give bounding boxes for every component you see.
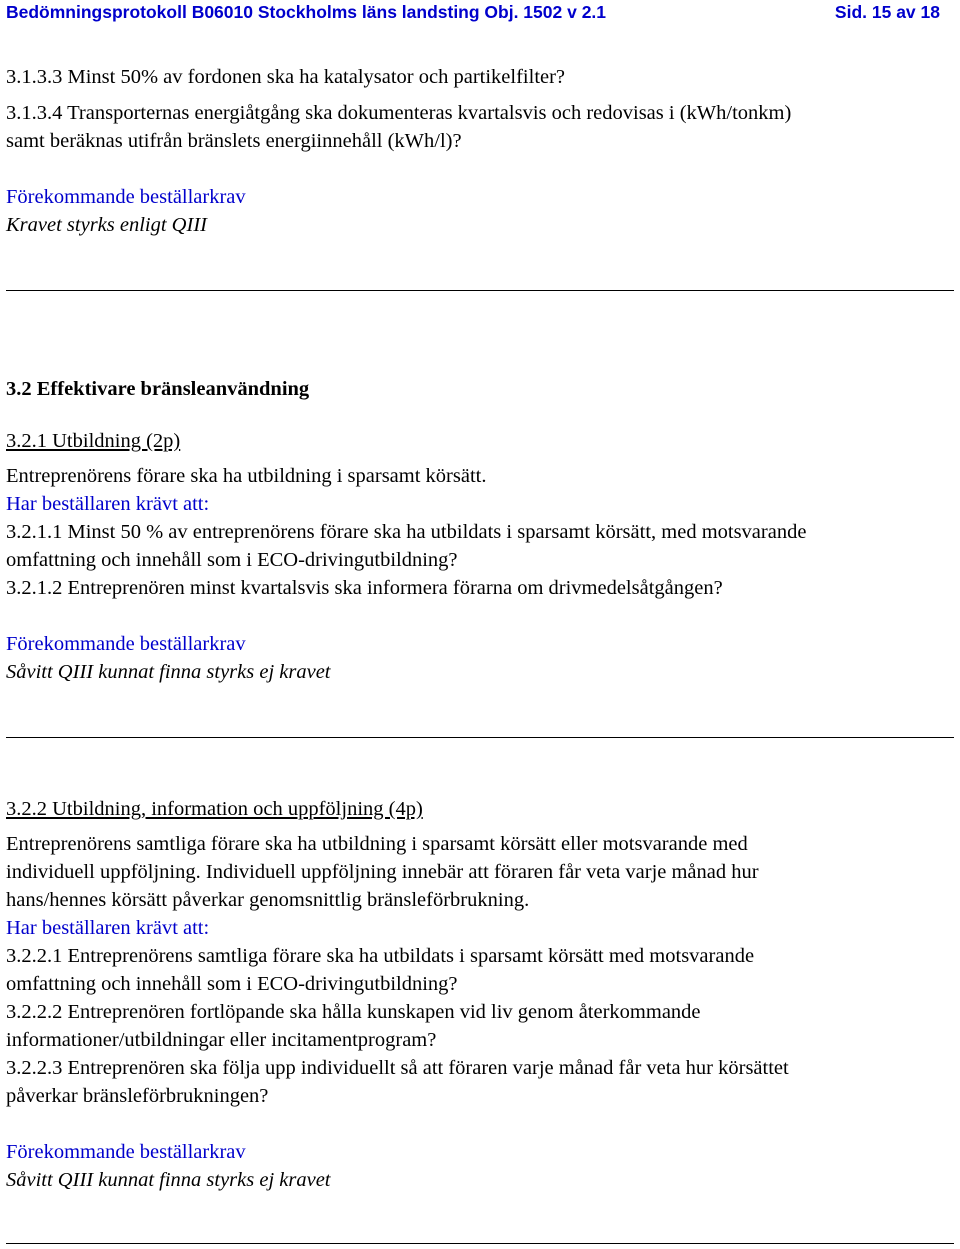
question-3-2-1-1-line2: omfattning och innehåll som i ECO-drivingutbildning? [6,549,458,571]
page-number: Sid. 15 av 18 [834,2,940,22]
header-title: Bedömningsprotokoll B06010 Stockholms läns landsting Obj. 1502 v 2.1 [6,2,607,22]
subsection-intro-line3: hans/hennes körsätt påverkar genomsnittlig bränsleförbrukning. [6,889,530,911]
subsection-intro: Entreprenörens förare ska ha utbildning i sparsamt körsätt. [6,465,487,487]
asked-label: Har beställaren krävt att: [6,493,210,515]
question-3-1-3-4-line2: samt beräknas utifrån bränslets energiinnehåll (kWh/l)? [6,130,462,152]
question-3-2-2-3-line2: påverkar bränsleförbrukningen? [6,1085,269,1107]
subsection-title-text: 3.2.1 Utbildning (2p) [6,430,181,452]
subsection-title-3-2-2 [6,795,956,823]
section-heading: 3.2 Effektivare bränsleanvändning [6,378,310,400]
question-3-1-3-4-line1: 3.1.3.4 Transporternas energiåtgång ska dokumenteras kvartalsvis och redovisas i (kWh/tonkm) [6,102,792,124]
divider [6,290,954,291]
requirement-text: Såvitt QIII kunnat finna styrks ej kravet [6,1169,331,1191]
question-3-2-1-1-line1: 3.2.1.1 Minst 50 % av entreprenörens förare ska ha utbildats i sparsamt körsätt, med motsvarande [6,521,807,543]
requirement-label: Förekommande beställarkrav [6,186,246,208]
question-3-2-2-1-line1: 3.2.2.1 Entreprenörens samtliga förare ska ha utbildats i sparsamt körsätt med motsvarande [6,945,755,967]
subsection-intro-line2: individuell uppföljning. Individuell uppföljning innebär att föraren får veta varje månad hur [6,861,759,883]
subsection-intro-line1: Entreprenörens samtliga förare ska ha utbildning i sparsamt körsätt eller motsvarande med [6,833,748,855]
question-3-1-3-3: 3.1.3.3 Minst 50% av fordonen ska ha katalysator och partikelfilter? [6,66,566,88]
page-header [6,0,956,28]
question-3-2-2-2-line2: informationer/utbildningar eller incitamentprogram? [6,1029,437,1051]
requirement-text: Kravet styrks enligt QIII [6,214,207,236]
question-3-2-2-2-line1: 3.2.2.2 Entreprenören fortlöpande ska hålla kunskapen vid liv genom återkommande [6,1001,701,1023]
divider [6,737,954,738]
question-3-2-1-2: 3.2.1.2 Entreprenören minst kvartalsvis ska informera förarna om drivmedelsåtgången? [6,577,723,599]
subsection-title-3-2-1 [6,427,956,455]
question-3-2-2-1-line2: omfattning och innehåll som i ECO-drivingutbildning? [6,973,458,995]
subsection-title-text: 3.2.2 Utbildning, information och uppföljning (4p) [6,798,423,820]
question-3-2-2-3-line1: 3.2.2.3 Entreprenören ska följa upp individuellt så att föraren varje månad får veta hur körsättet [6,1057,789,1079]
requirement-text: Såvitt QIII kunnat finna styrks ej kravet [6,661,331,683]
divider [6,1243,954,1244]
requirement-label: Förekommande beställarkrav [6,633,246,655]
asked-label: Har beställaren krävt att: [6,917,210,939]
requirement-label: Förekommande beställarkrav [6,1141,246,1163]
